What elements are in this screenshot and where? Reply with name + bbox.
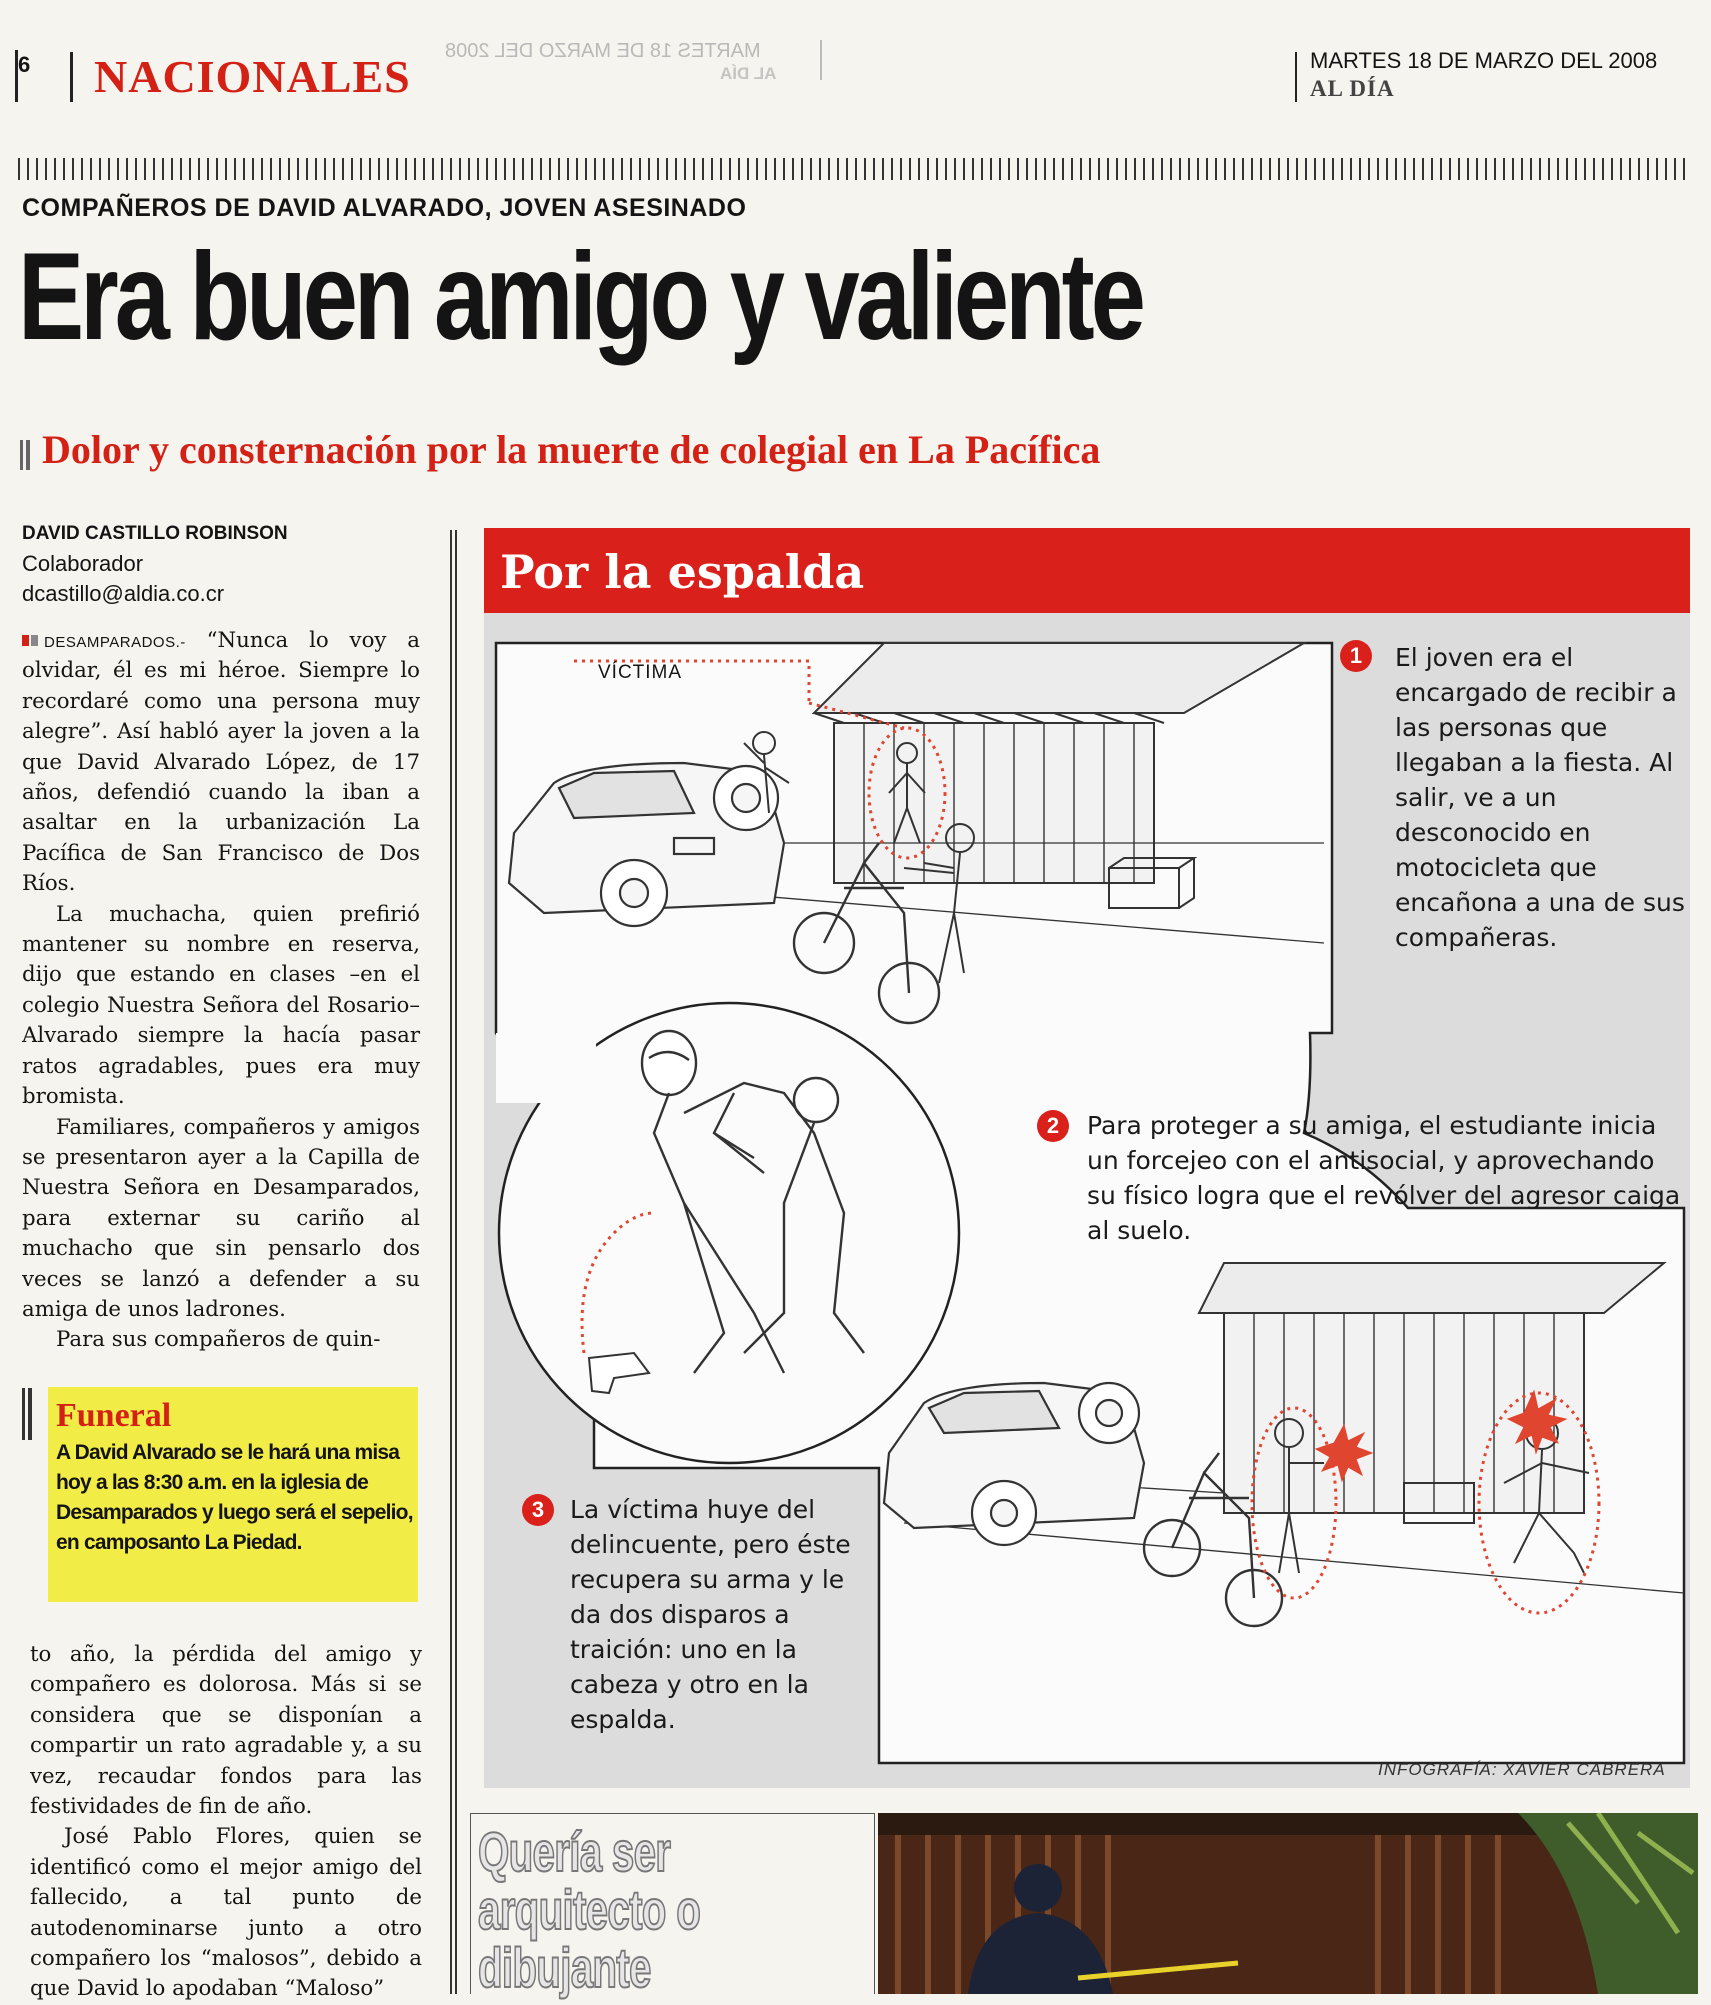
issue-date: MARTES 18 DE MARZO DEL 2008 xyxy=(1310,48,1658,73)
newspaper-name: AL DÍA xyxy=(1310,76,1395,101)
article-kicker: COMPAÑEROS DE DAVID ALVARADO, JOVEN ASESINADO xyxy=(22,194,747,222)
infographic-title: Por la espalda xyxy=(500,545,865,599)
bleed-through-newspaper: AL DÍA xyxy=(720,64,777,83)
date-rule xyxy=(1295,52,1297,102)
byline-email: dcastillo@aldia.co.cr xyxy=(22,581,225,606)
step-3-text: La víctima huye del delincuente, pero éste recupera su arma y le da dos disparos a traición: uno en la cabeza y otro en la espalda. xyxy=(570,1495,851,1734)
article-body-bottom xyxy=(30,1640,422,2005)
paragraph: La muchacha, quien prefirió mantener su nombre en reserva, dijo que estando en clases –en el colegio Nuestra Señora del Rosario– Alvarado siempre la hacía pasar ratos agradables, pues era muy bromista. xyxy=(22,901,420,1110)
victim-label: VÍCTIMA xyxy=(598,662,683,683)
bleed-rule xyxy=(820,40,822,80)
article-deck: Dolor y consternación por la muerte de colegial en La Pacífica xyxy=(42,427,1101,472)
paragraph: to año, la pérdida del amigo y compañero es dolorosa. Más si se considera que se disponían a compartir un rato agradable y, a su vez, recaudar fondos para las festividades de fin de año. xyxy=(30,1642,422,1820)
paragraph: DESAMPARADOS.- “Nunca lo voy a olvidar, él es mi héroe. Siempre lo recordaré como una persona muy alegre”. Así habló ayer la joven a la que David Alvarado López, de 17 años, defendió cuando la iban a asaltar en la urbanización La Pacífica de San Francisco de Dos Ríos. xyxy=(22,628,420,897)
column-rule xyxy=(450,530,457,1994)
funeral-marker xyxy=(22,1388,32,1440)
page-number: 6 xyxy=(18,52,31,77)
article-body-top xyxy=(22,626,420,1356)
step-2-badge: 2 xyxy=(1037,1110,1069,1142)
bleed-through-date: MARTES 18 DE MARZO DEL 2008 xyxy=(445,40,761,62)
dateline-marker xyxy=(22,635,38,646)
step-2-text: Para proteger a su amiga, el estudiante inicia un forcejeo con el antisocial, y aprovechando su físico logra que el revólver del agresor caiga al suelo. xyxy=(1087,1111,1681,1245)
step-1-text: El joven era el encargado de recibir a las personas que llegaban a la fiesta. Al salir, ve a un desconocido en motocicleta que encañona a una de sus compañeras. xyxy=(1395,643,1685,952)
news-photo xyxy=(878,1813,1698,1994)
sidebar-story-title: Quería ser arquitecto o dibujante xyxy=(478,1820,701,1999)
article-headline: Era buen amigo y valiente xyxy=(18,228,1142,366)
decorative-tick-rule xyxy=(18,158,1690,180)
funeral-text: A David Alvarado se le hará una misa hoy a las 8:30 a.m. en la iglesia de Desamparados y luego será el sepelio, en camposanto La Piedad. xyxy=(56,1441,413,1554)
deck-marker xyxy=(20,440,30,470)
byline-role: Colaborador xyxy=(22,551,144,576)
section-title: NACIONALES xyxy=(94,51,411,102)
step-3-badge: 3 xyxy=(522,1494,554,1526)
step-1-badge: 1 xyxy=(1340,640,1372,672)
section-rule xyxy=(70,52,73,102)
dateline: DESAMPARADOS.- xyxy=(44,634,186,651)
byline-name: DAVID CASTILLO ROBINSON xyxy=(22,523,288,544)
paragraph: Familiares, compañeros y amigos se presentaron ayer a la Capilla de Nuestra Señora en Desamparados, para externar su cariño al muchacho que sin pensarlo dos veces se lanzó a defender a su amiga de unos ladrones. xyxy=(22,1114,420,1322)
infographic-credit: INFOGRAFÍA: XAVIER CABRERA xyxy=(1378,1760,1666,1779)
paragraph: Para sus compañeros de quin- xyxy=(56,1327,381,1353)
car-scene-1 xyxy=(509,763,784,926)
paragraph: José Pablo Flores, quien se identificó como el mejor amigo del fallecido, a tal punto de autodenominarse junto a otro compañero los “malosos”, debido a que David lo apodaban “Maloso” xyxy=(30,1824,422,2002)
funeral-title: Funeral xyxy=(56,1397,172,1434)
